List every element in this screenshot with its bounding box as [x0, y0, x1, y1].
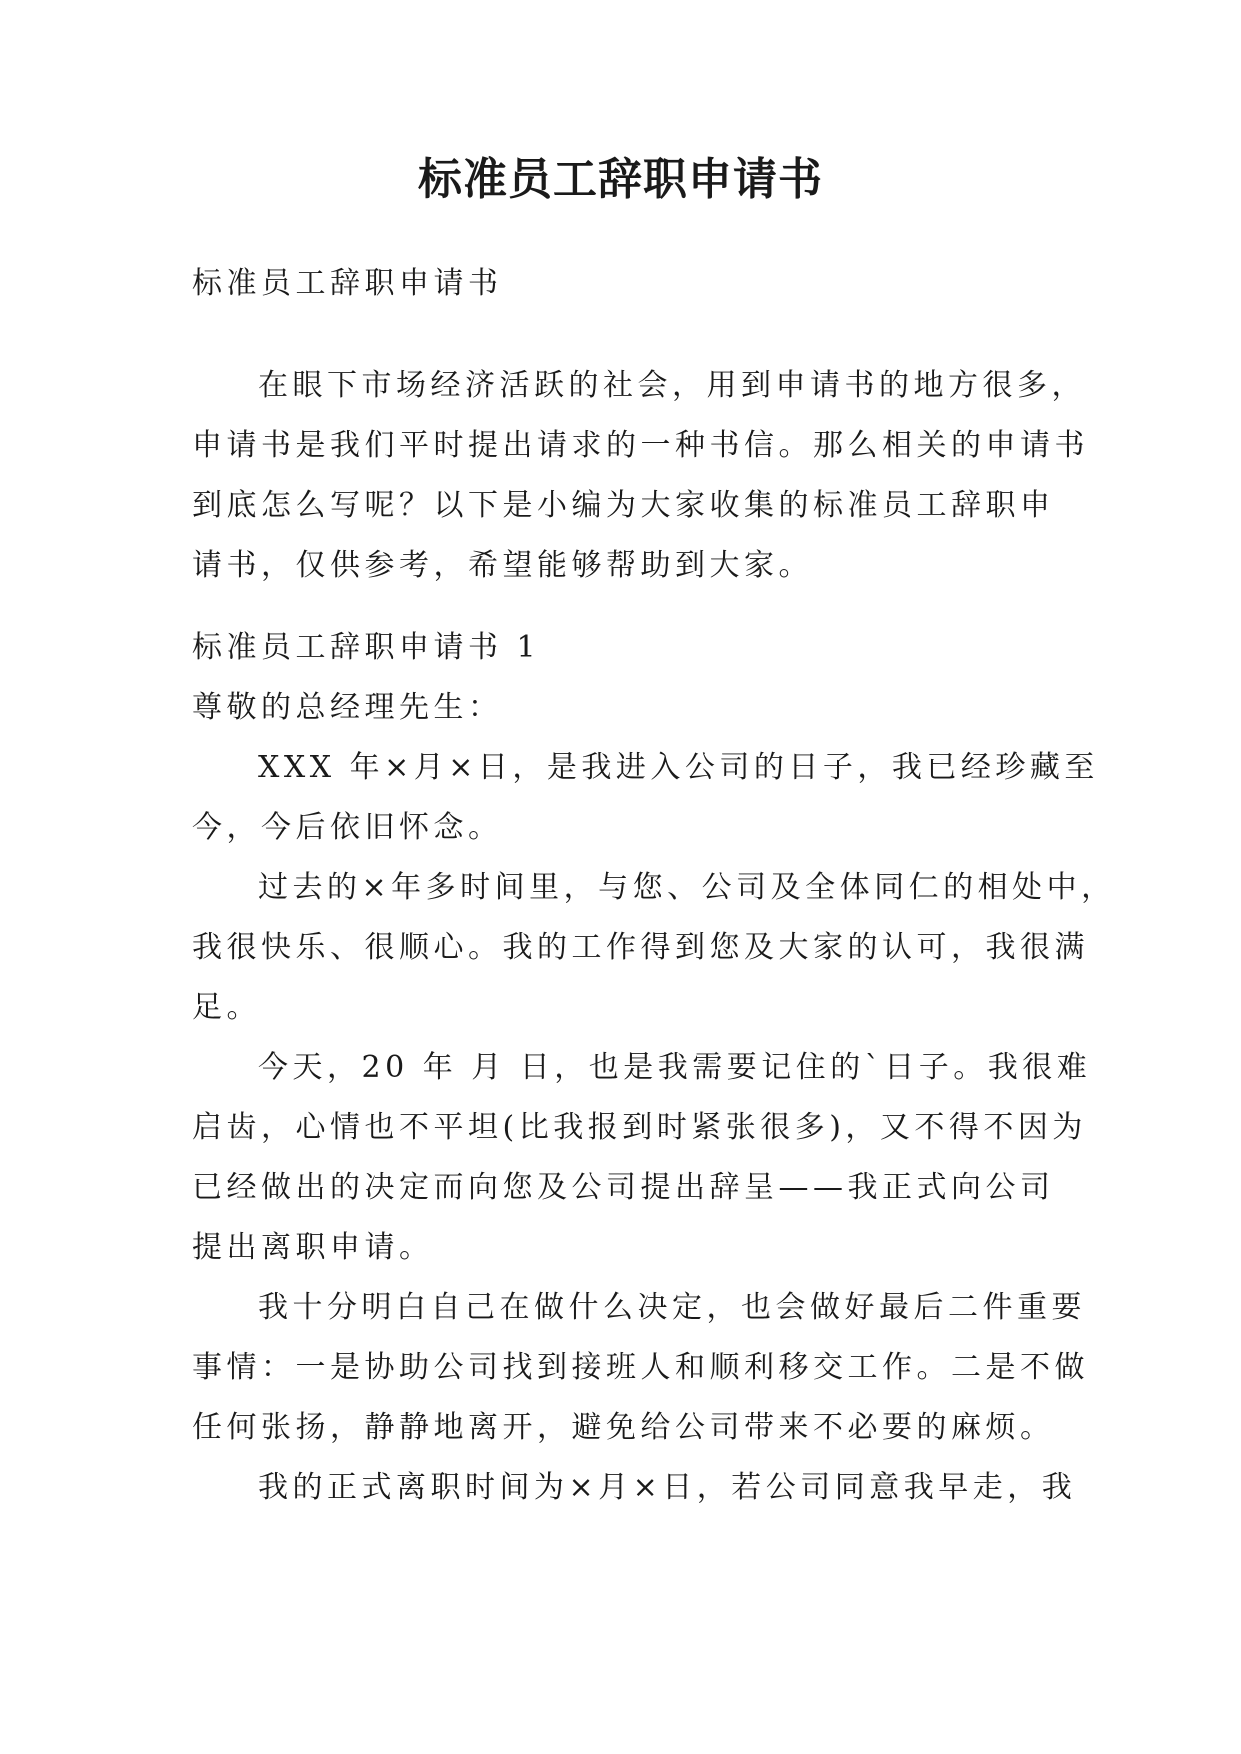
intro-line: 请书，仅供参考，希望能够帮助到大家。	[192, 548, 813, 583]
paragraph-line: 今，今后依旧怀念。	[192, 810, 503, 845]
document-title: 标准员工辞职申请书	[418, 154, 823, 205]
section-heading: 标准员工辞职申请书 1	[192, 630, 541, 665]
paragraph-line: 足。	[192, 990, 261, 1025]
paragraph-line: 我很快乐、很顺心。我的工作得到您及大家的认可，我很满	[192, 930, 1089, 965]
document-subtitle	[192, 254, 1054, 314]
intro-line: 在眼下市场经济活跃的社会，用到申请书的地方很多，	[258, 368, 1086, 403]
intro-line: 申请书是我们平时提出请求的一种书信。那么相关的申请书	[192, 428, 1089, 463]
paragraph-line: 启齿，心情也不平坦(比我报到时紧张很多)，又不得不因为	[192, 1110, 1087, 1145]
paragraph-line: 我十分明白自己在做什么决定，也会做好最后二件重要	[258, 1290, 1086, 1325]
paragraph-line: XXX 年×月×日，是我进入公司的日子，我已经珍藏至	[258, 750, 1099, 785]
paragraph-line: 过去的×年多时间里，与您、公司及全体同仁的相处中，	[258, 870, 1116, 905]
paragraph-line: 已经做出的决定而向您及公司提出辞呈——我正式向公司	[192, 1170, 1055, 1205]
paragraph-line: 事情：一是协助公司找到接班人和顺利移交工作。二是不做	[192, 1350, 1089, 1385]
letter-section	[192, 618, 1116, 1518]
subtitle-line: 标准员工辞职申请书	[192, 266, 503, 301]
paragraph-line: 提出离职申请。	[192, 1230, 434, 1265]
intro-paragraph	[192, 356, 1089, 596]
salutation: 尊敬的总经理先生：	[192, 690, 503, 725]
paragraph-line: 今天，20 年 月 日，也是我需要记住的`日子。我很难	[258, 1050, 1092, 1085]
paragraph-line: 我的正式离职时间为×月×日，若公司同意我早走，我	[258, 1470, 1077, 1505]
paragraph-line: 任何张扬，静静地离开，避免给公司带来不必要的麻烦。	[192, 1410, 1055, 1445]
intro-line: 到底怎么写呢？以下是小编为大家收集的标准员工辞职申	[192, 488, 1055, 523]
